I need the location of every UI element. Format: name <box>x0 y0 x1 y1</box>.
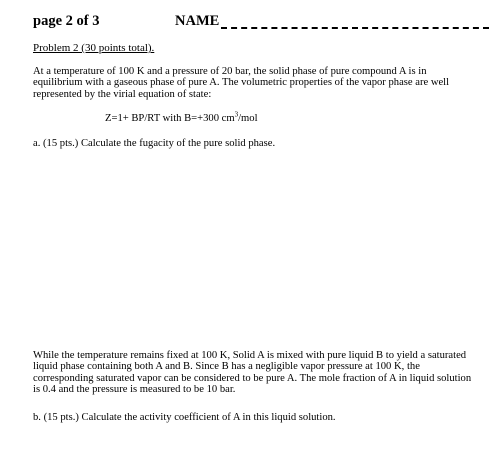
page-header <box>33 13 483 35</box>
equation-superscript: 3 <box>234 110 239 119</box>
question-a: a. (15 pts.) Calculate the fugacity of the pure solid phase. <box>33 138 276 149</box>
question-b: b. (15 pts.) Calculate the activity coefficient of A in this liquid solution. <box>33 412 336 423</box>
page-number: page 2 of 3 <box>33 13 100 29</box>
virial-equation <box>105 110 258 124</box>
mixing-paragraph: While the temperature remains fixed at 100 K, Solid A is mixed with pure liquid B to yield a saturated liquid phase containing both A and B. Since B has a negligible vapor pressure at 100 K, the corresponding saturated vapor can be considered to be pure A. The mole fraction of A in liquid solution is 0.4 and the pressure is measured to be 10 bar. <box>33 350 472 396</box>
problem-intro: At a temperature of 100 K and a pressure of 20 bar, the solid phase of pure compound A is in equilibrium with a gaseous phase of pure A. The volumetric properties of the vapor phase are well represented by the virial equation of state: <box>33 66 450 100</box>
problem-title: Problem 2 (30 points total). <box>33 42 155 54</box>
equation-main: Z=1+ BP/RT with B=+300 cm <box>105 113 235 124</box>
equation-unit-tail: /mol <box>238 113 258 124</box>
name-label: NAME <box>175 13 220 29</box>
name-blank-line <box>221 27 489 29</box>
